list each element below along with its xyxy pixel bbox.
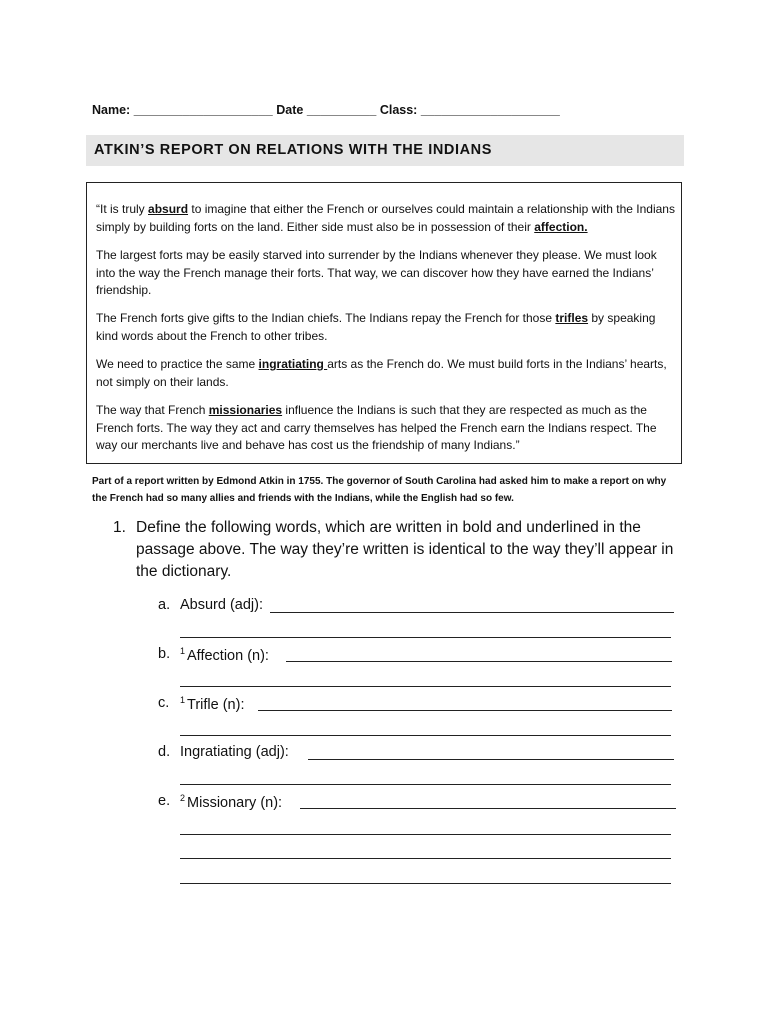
item-term: Missionary (n): [187, 795, 283, 811]
title-bar [86, 135, 684, 166]
item-term: Absurd (adj): [180, 597, 264, 613]
vocab-word-missionaries: missionaries [208, 403, 283, 417]
item-term: Trifle (n): [187, 697, 245, 713]
quote-paragraph-2: The largest forts may be easily starved into surrender by the Indians whenever they please. We must look into the way the French manage their forts. That way, we can discover how they have earned the Indians’ friendship. [96, 248, 657, 297]
quote-paragraph-5: The way that French missionaries influence the Indians is such that they are respected as much as the French forts. The way they act and carry themselves has helped the French earn the Indians respect. The way our merchants live and behave has cost us the friendship of many Indians.” [96, 403, 657, 452]
class-field[interactable]: ____________________ [420, 103, 560, 117]
vocab-word-affection: affection. [534, 219, 588, 234]
answer-line[interactable] [180, 858, 671, 859]
class-label: Class: [379, 103, 418, 117]
item-superscript: 1 [180, 646, 186, 656]
vocab-word-ingratiating: ingratiating [258, 357, 328, 371]
name-field[interactable]: ____________________ [133, 103, 273, 117]
quote-box [86, 182, 682, 464]
answer-line[interactable] [308, 759, 674, 760]
answer-line[interactable] [300, 808, 676, 809]
answer-line[interactable] [270, 612, 674, 613]
date-field[interactable]: __________ [306, 103, 377, 117]
item-term: Affection (n): [187, 648, 269, 664]
item-letter: a. [158, 597, 171, 613]
answer-line[interactable] [258, 710, 672, 711]
item-term: Ingratiating (adj): [180, 744, 289, 760]
date-label: Date [276, 103, 304, 117]
item-letter: d. [158, 744, 171, 760]
header-line [92, 103, 560, 117]
answer-line[interactable] [180, 735, 671, 736]
answer-line[interactable] [180, 784, 671, 785]
name-label: Name: [92, 103, 131, 117]
vocab-word-absurd: absurd [148, 202, 189, 216]
item-letter: c. [158, 695, 170, 711]
answer-line[interactable] [180, 883, 671, 884]
page-title: ATKIN’S REPORT ON RELATIONS WITH THE INDIANS [94, 142, 493, 158]
quote-paragraph-3: The French forts give gifts to the Indian chiefs. The Indians repay the French for those trifles by speaking kind words about the French to other tribes. [96, 311, 656, 343]
answer-line[interactable] [180, 686, 671, 687]
answer-line[interactable] [180, 834, 671, 835]
answer-line[interactable] [180, 637, 671, 638]
item-superscript: 2 [180, 793, 186, 803]
quote-paragraph-1: “It is truly absurd to imagine that either the French or ourselves could maintain a relationship with the Indians simply by building forts on the land. Either side must also be in possession of their affection. [96, 202, 675, 234]
question-number: 1. [113, 519, 126, 536]
vocab-word-trifles: trifles [555, 311, 589, 325]
answer-line[interactable] [286, 661, 672, 662]
definition-item-missionary [158, 793, 283, 857]
source-caption: Part of a report written by Edmond Atkin in 1755. The governor of South Carolina had asked him to make a report on why the French had so many allies and friends with the Indians, while the English had so few. [92, 476, 667, 504]
quote-paragraph-4: We need to practice the same ingratiating arts as the French do. We must build forts in the Indians’ hearts, not simply on their lands. [96, 357, 667, 389]
item-superscript: 1 [180, 695, 186, 705]
item-letter: e. [158, 793, 171, 809]
question-text: Define the following words, which are written in bold and underlined in the passage above. The way they’re written is identical to the way they’ll appear in the dictionary. [136, 519, 674, 580]
item-letter: b. [158, 646, 171, 662]
